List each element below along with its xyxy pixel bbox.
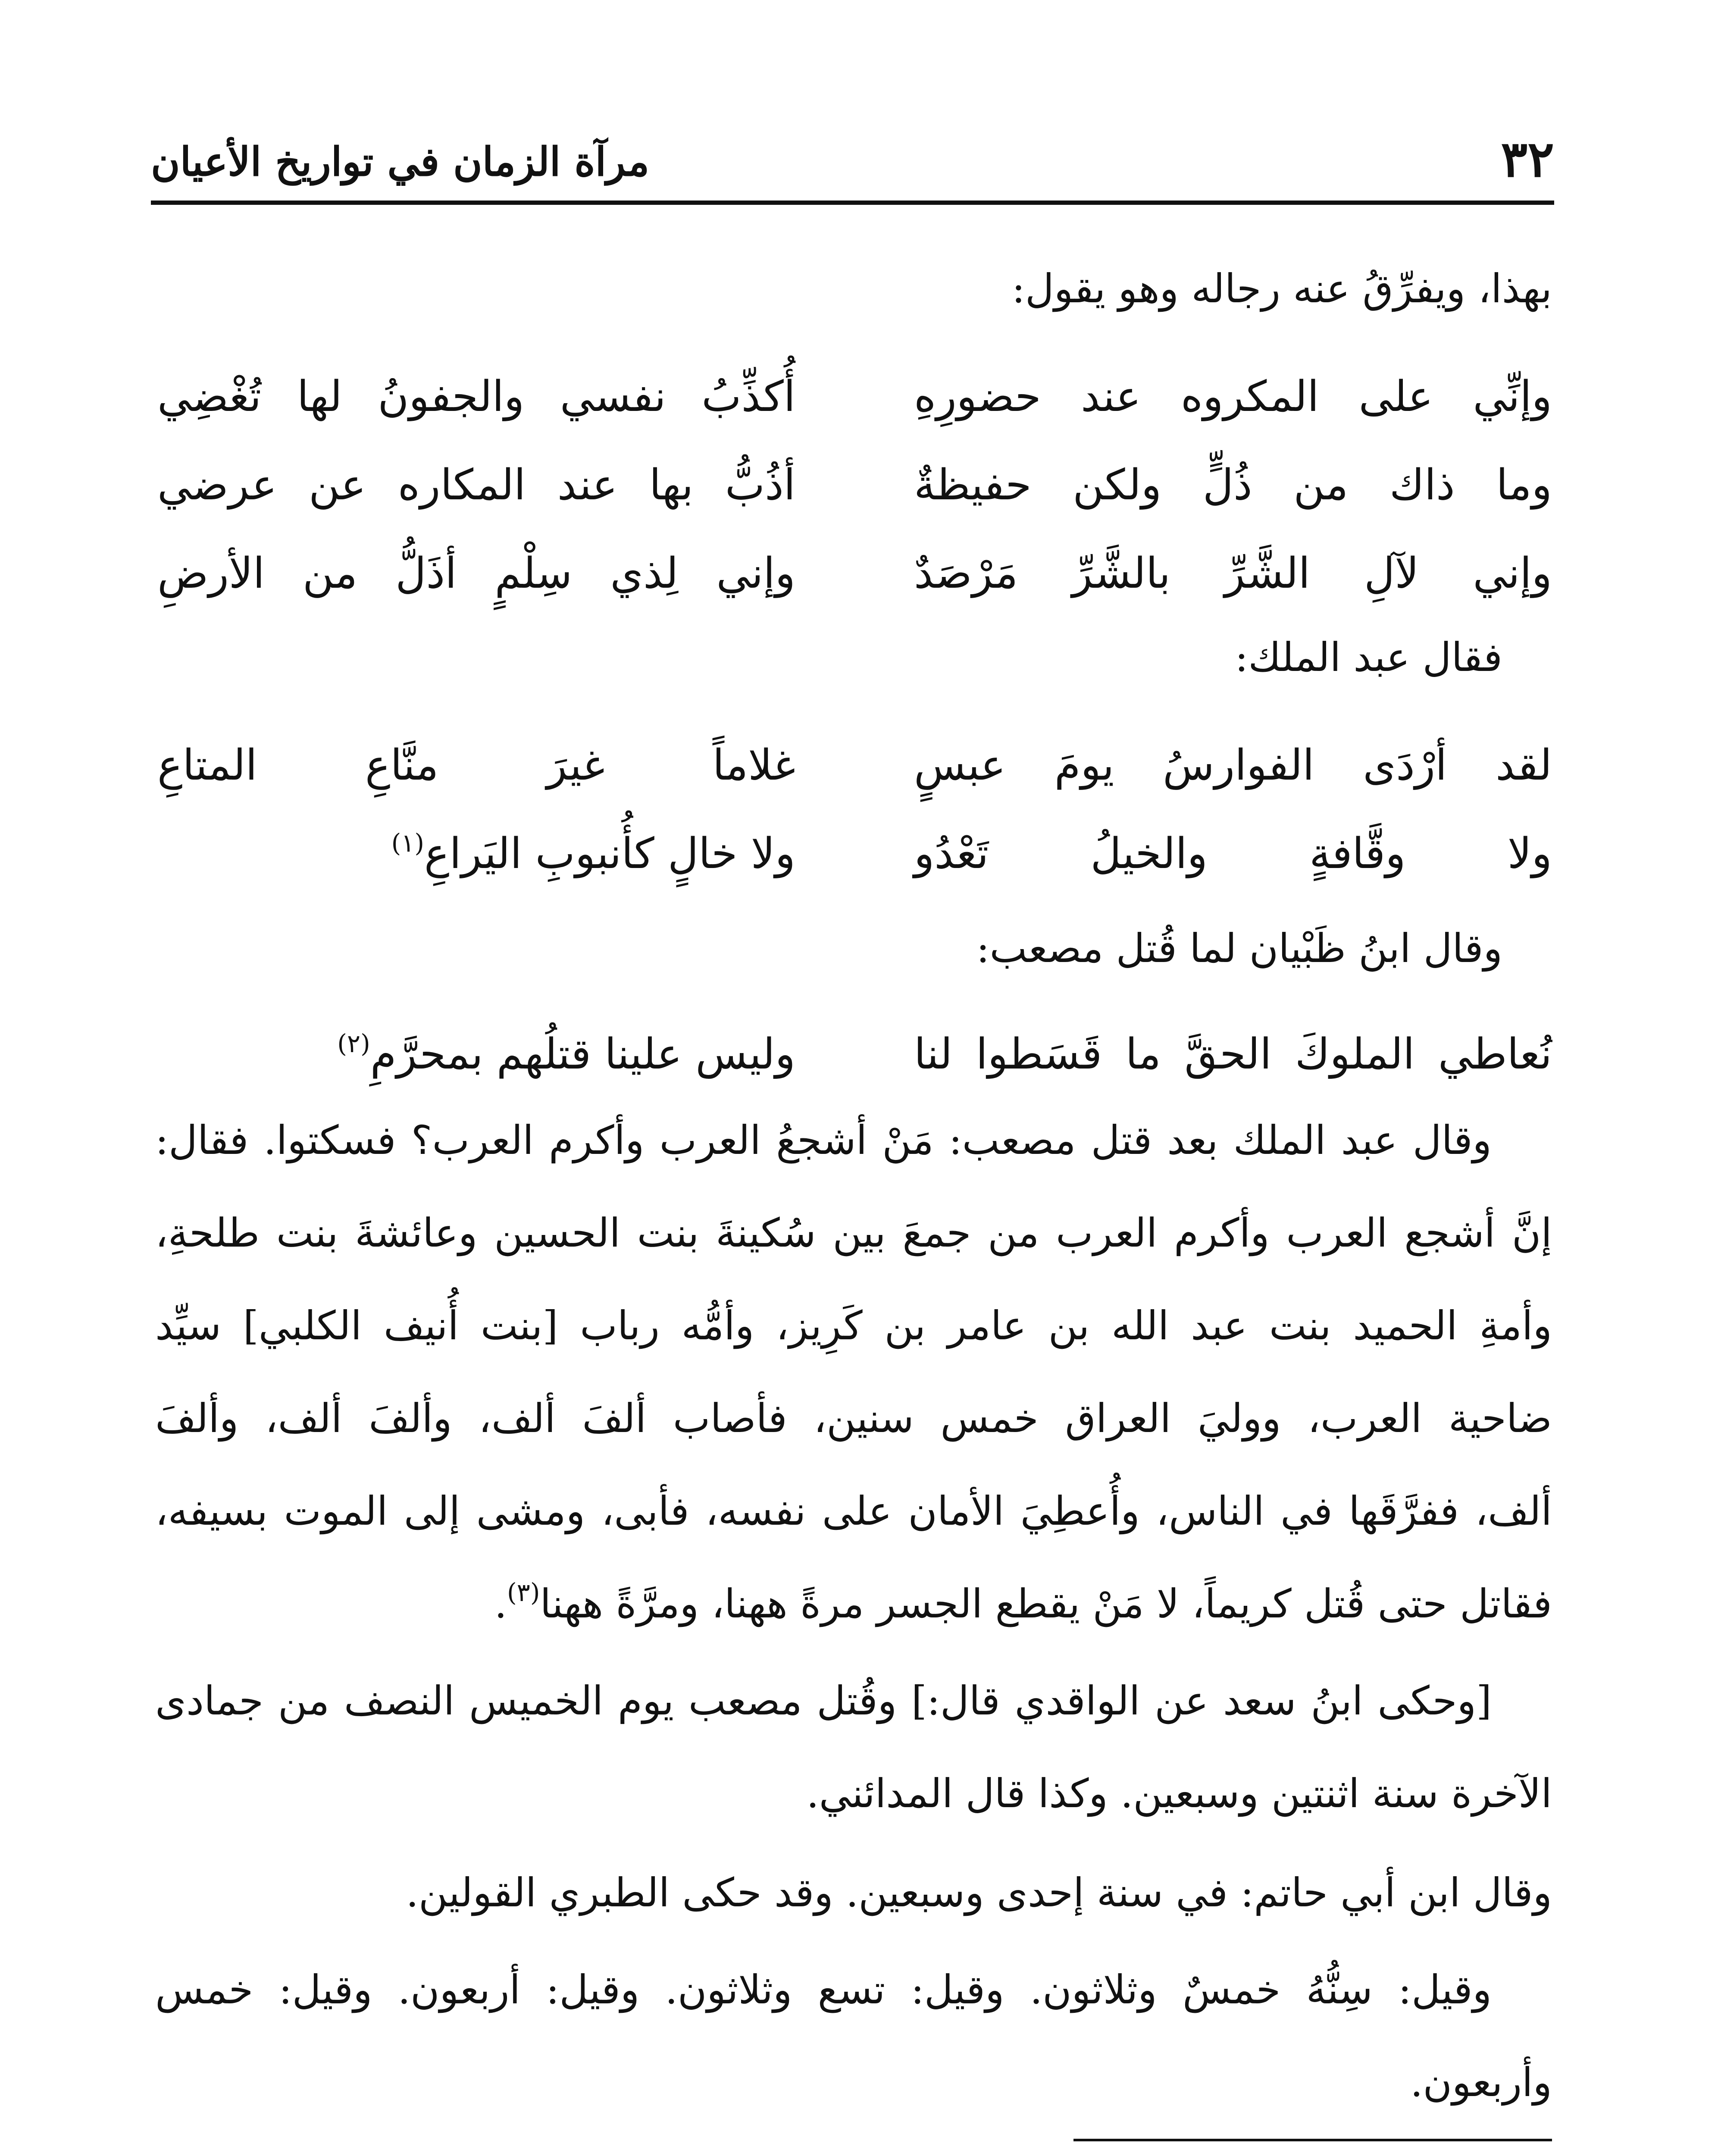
verse-hemistich-right: ولا وقَّافةٍ والخيلُ تَعْدُو [914, 829, 1552, 878]
text-line: [وحكى ابنُ سعد عن الواقدي قال:] وقُتل مصعب يوم الخميس النصف من جمادى [155, 1678, 1492, 1724]
text-line: وقيل: سِنُّهُ خمسٌ وثلاثون. وقيل: تسع وثلاثون. وقيل: أربعون. وقيل: خمس [155, 1967, 1492, 2013]
text-line: ضاحية العرب، ووليَ العراق خمس سنين، فأصاب ألفَ ألف، وألفَ ألف، وألفَ [155, 1395, 1552, 1442]
verse-hemistich-left: غلاماً غيرَ منَّاعِ المتاعِ [157, 741, 795, 790]
verse-hemistich-right: وما ذاك من ذُلٍّ ولكن حفيظةٌ [914, 461, 1552, 510]
page-header [151, 125, 1554, 198]
verse-hemistich-left [157, 1022, 795, 1087]
text-line: الآخرة سنة اثنتين وسبعين. وكذا قال المدائني. [806, 1771, 1552, 1817]
text-line: وقال عبد الملك بعد قتل مصعب: مَنْ أشجعُ العرب وأكرم العرب؟ فسكتوا. فقال: [155, 1117, 1492, 1163]
verse-hemistich-left [157, 821, 795, 886]
text-line: وأمةِ الحميد بنت عبد الله بن عامر بن كَرِيز، وأمُّه رباب [بنت أُنيف الكلبي] سيِّد [155, 1303, 1552, 1349]
text-line: فقاتل حتى قُتل كريماً، لا مَنْ يقطع الجسر مرةً ههنا، ومرَّةً ههنا$^{(٣)}$. [494, 1578, 1552, 1627]
footnote-rule [1073, 2139, 1552, 2141]
text-line: إنَّ أشجع العرب وأكرم العرب من جمعَ بين سُكينةَ بنت الحسين وعائشةَ بنت طلحةِ، [155, 1210, 1552, 1256]
verse-hemistich-left: وإني لِذي سِلْمٍ أذَلُّ من الأرضِ [157, 549, 795, 598]
paragraph-3: وقال ابن أبي حاتم: في سنة إحدى وسبعين. وقد حكى الطبري القولين. [406, 1870, 1552, 1916]
ibn-zabyan-said: وقال ابنُ ظَبْيان لما قُتل مصعب: [976, 925, 1502, 971]
footnote-ref: (١) [391, 828, 424, 858]
text: فقاتل حتى قُتل كريماً، لا مَنْ يقطع الجسر مرةً ههنا، ومرَّةً ههنا [540, 1581, 1552, 1627]
running-title: مرآة الزمان في تواريخ الأعيان [151, 138, 650, 185]
verse-hemistich-right: نُعاطي الملوكَ الحقَّ ما قَسَطوا لنا [914, 1030, 1552, 1079]
verse-hemistich-right: وإني لآلِ الشَّرِّ بالشَّرِّ مَرْصَدٌ [914, 549, 1552, 598]
verse-hemistich-right: لقد أرْدَى الفوارسُ يومَ عبسٍ [914, 741, 1552, 790]
verse-hemistich-right: وإنِّي على المكروه عند حضورِهِ [914, 372, 1552, 421]
text-line: ألف، ففرَّقَها في الناس، وأُعطِيَ الأمان على نفسه، فأبى، ومشى إلى الموت بسيفه، [155, 1488, 1552, 1534]
page-number: ٣٢ [1501, 130, 1554, 188]
verse-hemistich-left: أذُبُّ بها عند المكاره عن عرضي [157, 461, 795, 510]
verse-hemistich-left: أُكذِّبُ نفسي والجفونُ لها تُغْضِي [157, 372, 795, 421]
footnote-ref: (٣) [507, 1578, 540, 1607]
footnote-ref: (٢) [337, 1029, 370, 1058]
intro-line: بهذا، ويفرِّقُ عنه رجاله وهو يقول: [1011, 266, 1552, 312]
verse-text: وليس علينا قتلُهم بمحرَّمِ [370, 1030, 795, 1079]
text-line: وأربعون. [1410, 2059, 1552, 2106]
header-rule [151, 201, 1554, 205]
abd-malik-said: فقال عبد الملك: [1235, 634, 1502, 680]
verse-text: ولا خالٍ كأُنبوبِ اليَراعِ [424, 829, 795, 878]
